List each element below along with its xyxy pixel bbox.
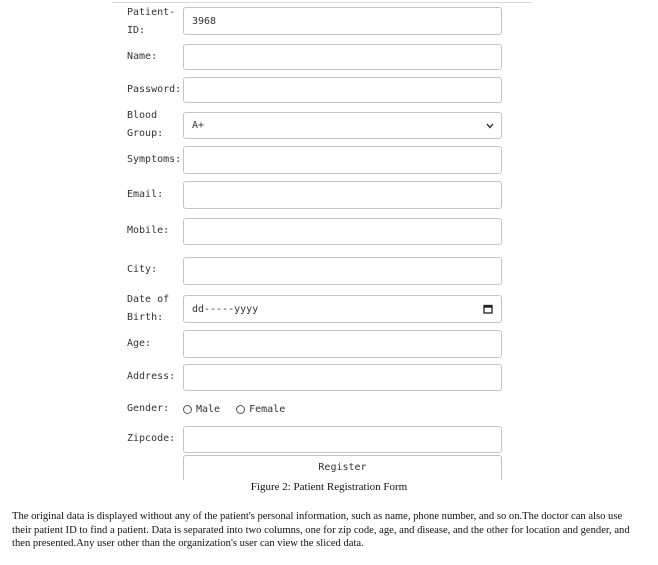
age-input[interactable]	[183, 330, 502, 358]
blood-group-label: Blood Group:	[127, 110, 164, 139]
patient-id-value: 3968	[192, 15, 217, 27]
date-of-birth-value: dd-----yyyy	[192, 303, 259, 315]
password-label: Password:	[127, 84, 182, 95]
gender-option-label: Male	[196, 403, 221, 415]
age-label: Age:	[127, 338, 152, 349]
gender-option-label: Female	[249, 403, 286, 415]
gender-label: Gender:	[127, 403, 170, 414]
password-input[interactable]	[183, 77, 502, 103]
name-label: Name:	[127, 51, 158, 62]
date-of-birth-label: Date of Birth:	[127, 294, 170, 323]
zipcode-label: Zipcode:	[127, 433, 176, 444]
gender-option-male[interactable]	[183, 404, 220, 415]
register-button[interactable]: Register	[183, 455, 502, 480]
email-label: Email:	[127, 189, 164, 200]
figure-caption: Figure 2: Patient Registration Form	[250, 481, 408, 493]
mobile-label: Mobile:	[127, 225, 170, 236]
date-of-birth-input[interactable]	[183, 295, 502, 323]
calendar-icon[interactable]	[481, 302, 495, 316]
patient-id-input[interactable]	[183, 7, 502, 35]
address-label: Address:	[127, 371, 176, 382]
zipcode-input[interactable]	[183, 426, 502, 453]
radio-button-icon[interactable]	[236, 405, 245, 414]
name-input[interactable]	[183, 44, 502, 70]
blood-group-value: A+	[192, 120, 205, 131]
city-input[interactable]	[183, 257, 502, 285]
email-input[interactable]	[183, 181, 502, 209]
blood-group-select[interactable]	[183, 112, 502, 139]
gender-radio-group	[183, 402, 301, 416]
chevron-down-icon	[483, 119, 497, 133]
gender-option-female[interactable]	[236, 404, 285, 415]
mobile-input[interactable]	[183, 218, 502, 245]
patient-id-label: Patient-ID:	[127, 7, 176, 36]
address-input[interactable]	[183, 364, 502, 391]
city-label: City:	[127, 264, 158, 275]
symptoms-label: Symptoms:	[127, 154, 182, 165]
radio-button-icon[interactable]	[183, 405, 192, 414]
symptoms-input[interactable]	[183, 146, 502, 174]
body-paragraph: The original data is displayed without any of the patient's personal information, such as name, phone number, and so on.The doctor can also use their patient ID to find a patient. Data is separated into two columns, one for zip code, age, and disease, and the other for location and gender, and then presented.Any user other than the organization's user can view the sliced data.	[12, 511, 630, 549]
